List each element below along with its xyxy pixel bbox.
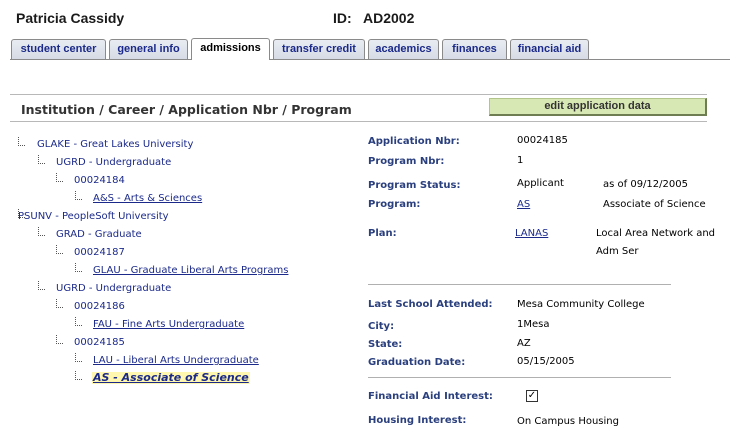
tree-node-glake[interactable]: GLAKE - Great Lakes University xyxy=(37,139,194,150)
checkmark-icon: ✓ xyxy=(527,390,537,401)
student-id: AD2002 xyxy=(363,10,415,26)
plan-description: Local Area Network and xyxy=(596,228,716,239)
application-nbr-value: 00024185 xyxy=(517,135,568,146)
tree-connector xyxy=(75,371,82,380)
id-label: ID: xyxy=(333,10,352,26)
city-value: 1Mesa xyxy=(517,319,550,330)
program-status-value: Applicant xyxy=(517,178,564,189)
tree-link-program-as[interactable]: A&S - Arts & Sciences xyxy=(93,193,203,204)
tab-general-info[interactable]: general info xyxy=(109,39,188,59)
section-divider xyxy=(10,94,707,95)
tree-node-application[interactable]: 00024186 xyxy=(74,301,125,312)
tree-node-ugrd[interactable]: UGRD - Undergraduate xyxy=(56,157,172,168)
tree-node-psunv[interactable]: PSUNV - PeopleSoft University xyxy=(18,211,169,222)
tree-link-program-glau[interactable]: GLAU - Graduate Liberal Arts Programs xyxy=(93,265,289,276)
tree-connector xyxy=(56,335,63,344)
tree-connector xyxy=(75,353,82,362)
edit-application-data-button[interactable]: edit application data xyxy=(489,98,707,116)
graduation-date-value: 05/15/2005 xyxy=(517,356,575,367)
financial-aid-interest-label: Financial Aid Interest: xyxy=(368,391,493,402)
last-school-label: Last School Attended: xyxy=(368,299,493,310)
graduation-date-label: Graduation Date: xyxy=(368,357,466,368)
plan-label: Plan: xyxy=(368,228,397,239)
tree-node-application[interactable]: 00024185 xyxy=(74,337,125,348)
tab-student-center[interactable]: student center xyxy=(11,39,106,59)
program-description: Associate of Science xyxy=(603,199,706,210)
plan-code-link[interactable]: LANAS xyxy=(515,228,549,239)
tree-connector xyxy=(56,299,63,308)
tab-academics[interactable]: academics xyxy=(368,39,439,59)
tab-admissions[interactable]: admissions xyxy=(191,38,270,60)
program-status-as-of: as of 09/12/2005 xyxy=(603,179,688,190)
plan-description-cont: Adm Ser xyxy=(596,246,639,257)
tab-finances[interactable]: finances xyxy=(442,39,507,59)
city-label: City: xyxy=(368,321,395,332)
student-name: Patricia Cassidy xyxy=(16,10,125,26)
tree-link-program-lau[interactable]: LAU - Liberal Arts Undergraduate xyxy=(93,355,259,366)
program-label: Program: xyxy=(368,199,421,210)
tree-connector xyxy=(75,317,82,326)
state-value: AZ xyxy=(517,338,531,349)
application-nbr-label: Application Nbr: xyxy=(368,136,460,147)
tree-connector xyxy=(38,281,45,290)
tree-connector xyxy=(56,173,63,182)
tree-connector xyxy=(38,155,45,164)
tree-connector xyxy=(75,191,82,200)
tab-financial-aid[interactable]: financial aid xyxy=(510,39,589,59)
tree-connector xyxy=(38,227,45,236)
program-nbr-label: Program Nbr: xyxy=(368,156,445,167)
tab-baseline xyxy=(10,59,730,60)
state-label: State: xyxy=(368,339,403,350)
details-divider xyxy=(368,284,671,285)
tab-transfer-credit[interactable]: transfer credit xyxy=(273,39,365,59)
tree-node-application[interactable]: 00024187 xyxy=(74,247,125,258)
section-title: Institution / Career / Application Nbr / Program xyxy=(21,102,352,117)
tree-node-ugrd[interactable]: UGRD - Undergraduate xyxy=(56,283,172,294)
program-nbr-value: 1 xyxy=(517,155,524,166)
housing-interest-value: On Campus Housing xyxy=(517,416,619,427)
financial-aid-interest-checkbox[interactable] xyxy=(526,390,538,402)
tree-connector xyxy=(75,263,82,272)
tree-connector xyxy=(18,137,25,146)
tree-node-grad[interactable]: GRAD - Graduate xyxy=(56,229,142,240)
tree-link-program-as-selected[interactable]: AS - Associate of Science xyxy=(93,371,249,384)
last-school-value: Mesa Community College xyxy=(517,299,645,310)
program-status-label: Program Status: xyxy=(368,180,461,191)
program-code-link[interactable]: AS xyxy=(517,199,531,210)
housing-interest-label: Housing Interest: xyxy=(368,415,467,426)
details-divider xyxy=(368,377,671,378)
tree-node-application[interactable]: 00024184 xyxy=(74,175,125,186)
tree-link-program-fau[interactable]: FAU - Fine Arts Undergraduate xyxy=(93,319,245,330)
tree-connector xyxy=(56,245,63,254)
section-divider-bottom xyxy=(10,121,707,122)
